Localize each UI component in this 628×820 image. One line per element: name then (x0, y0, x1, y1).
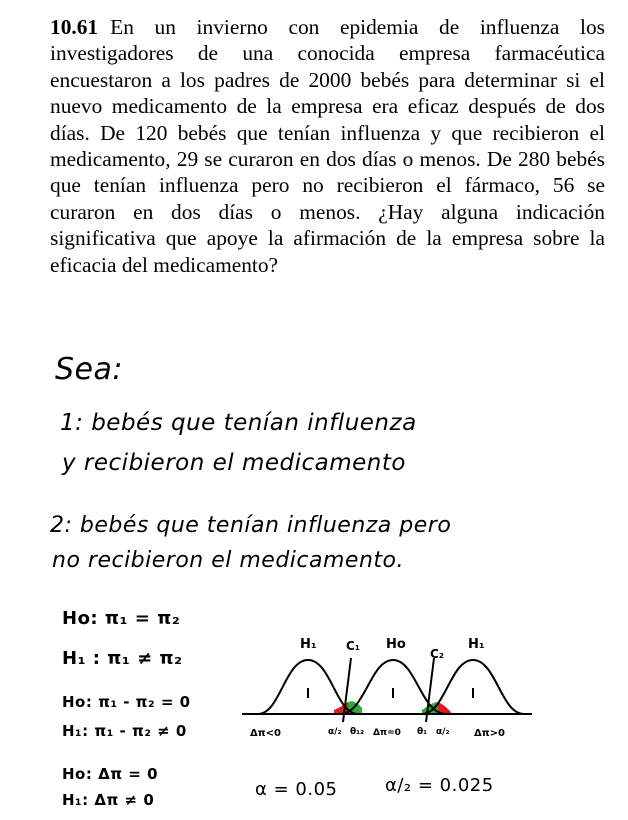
alpha-half-value: α/₂ = 0.025 (385, 775, 494, 796)
axis-label-alpha-left: α/₂ (328, 727, 342, 737)
right-h1-curve (422, 660, 524, 714)
problem-text: En un invierno con epidemia de influenza los investigadores de una conocida empresa farmacéutica encuestaron a los padres de 2000 bebés para determinar si el nuevo medicamento de la empresa era eficaz después de dos días. De 120 bebés que tenían influenza y que recibieron el medicamento, 29 se curaron en dos días o menos. De 280 bebés que tenían influenza pero no recibieron el fármaco, 56 se curaron en dos días o menos. ¿Hay alguna indicación significativa que apoye la afirmación de la empresa sobre la eficacia del medicamento? (50, 15, 605, 277)
sea-heading: Sea: (55, 352, 123, 387)
null-hypothesis-1: Ho: π₁ = π₂ (62, 608, 181, 629)
axis-label-left: Δπ<0 (250, 728, 281, 739)
label-h0: Ho (386, 637, 406, 652)
group1-line2: y recibieron el medicamento (62, 450, 406, 476)
axis-label-theta-left: θ₁₂ (350, 727, 365, 737)
alt-hypothesis-1: H₁ : π₁ ≠ π₂ (62, 648, 183, 669)
label-c2: C₂ (430, 647, 445, 661)
label-h1-right: H₁ (468, 637, 485, 652)
problem-statement (50, 14, 605, 278)
problem-number: 10.61 (50, 15, 99, 39)
label-c1: C₁ (346, 639, 361, 653)
group2-line2: no recibieron el medicamento. (52, 548, 404, 573)
group2-line1: 2: bebés que tenían influenza pero (50, 513, 452, 538)
alt-hypothesis-2: H₁: π₁ - π₂ ≠ 0 (62, 722, 187, 740)
null-hypothesis-3: Ho: Δπ = 0 (62, 765, 159, 783)
group1-line1: 1: bebés que tenían influenza (60, 410, 417, 436)
alpha-value: α = 0.05 (255, 779, 338, 800)
hypothesis-distribution-diagram (240, 630, 540, 750)
axis-label-center: Δπ=0 (373, 728, 401, 738)
axis-label-alpha-right: α/₂ (436, 727, 450, 737)
alt-hypothesis-3: H₁: Δπ ≠ 0 (62, 791, 155, 809)
null-hypothesis-2: Ho: π₁ - π₂ = 0 (62, 693, 191, 711)
label-h1-left: H₁ (300, 637, 317, 652)
axis-label-right: Δπ>0 (474, 728, 505, 739)
axis-label-theta-right: θ₁ (417, 727, 428, 737)
